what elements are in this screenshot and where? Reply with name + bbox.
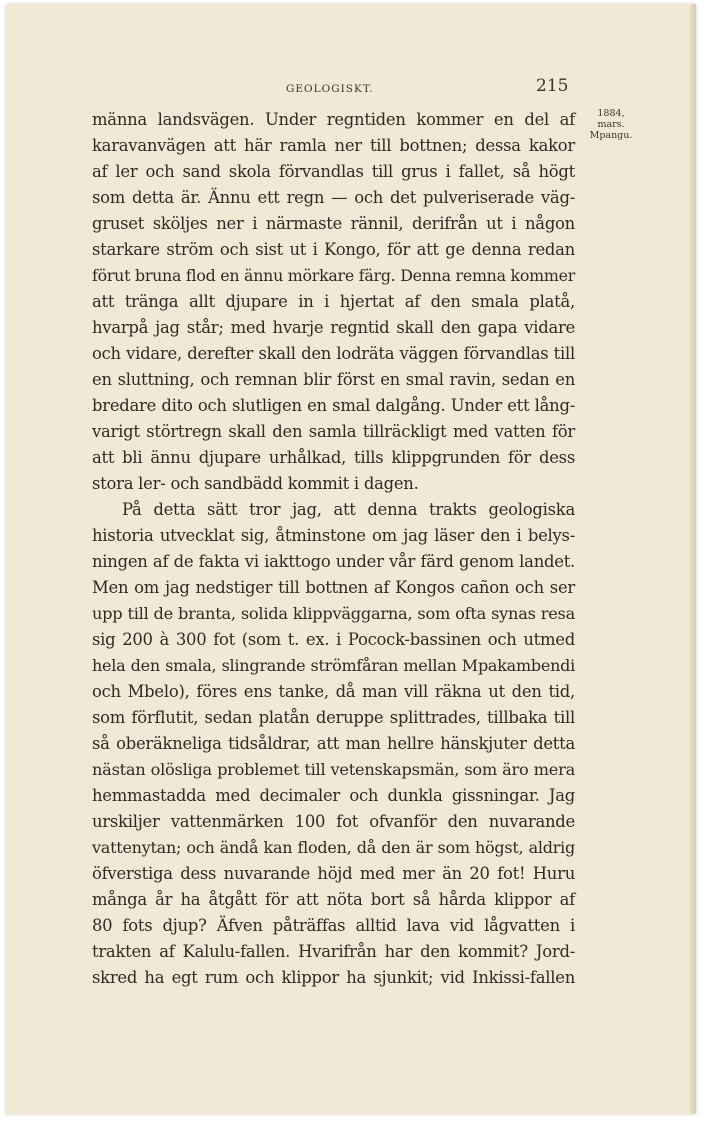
book-page bbox=[6, 4, 696, 1114]
page-edge bbox=[690, 4, 696, 1114]
text-line: männa landsvägen. Under regntiden kommer en del af bbox=[92, 110, 575, 129]
text-line: öfverstiga dess nuvarande höjd med mer än 20 fot! Huru bbox=[92, 864, 575, 883]
text-line: som förflutit, sedan platån deruppe splittrades, tillbaka till bbox=[92, 708, 575, 727]
text-line: att tränga allt djupare in i hjertat af den smala platå, bbox=[92, 292, 575, 311]
text-line: trakten af Kalulu-fallen. Hvarifrån har den kommit? Jord- bbox=[92, 942, 575, 961]
text-line: karavanvägen att här ramla ner till bottnen; dessa kakor bbox=[92, 136, 575, 155]
margin-note-year: 1884, bbox=[597, 108, 625, 119]
text-line: nästan olösliga problemet till vetenskapsmän, som äro mera bbox=[92, 760, 575, 779]
text-line: upp till de branta, solida klippväggarna, som ofta synas resa bbox=[92, 604, 575, 623]
text-line: Men om jag nedstiger till bottnen af Kongos cañon och ser bbox=[92, 578, 575, 597]
text-line: ningen af de fakta vi iakttogo under vår färd genom landet. bbox=[92, 552, 575, 571]
margin-note-month: mars. bbox=[597, 119, 625, 130]
text-line: hemmastadda med decimaler och dunkla gissningar. Jag bbox=[92, 786, 575, 805]
margin-note bbox=[581, 108, 641, 141]
text-line: som detta är. Ännu ett regn — och det pulveriserade väg- bbox=[92, 188, 575, 207]
text-line: historia utvecklat sig, åtminstone om jag läser den i belys- bbox=[92, 526, 575, 545]
margin-note-place: Mpangu. bbox=[589, 130, 633, 141]
text-line: skred ha egt rum och klippor ha sjunkit; vid Inkissi-fallen bbox=[92, 968, 575, 987]
text-line: vattenytan; och ändå kan floden, då den är som högst, aldrig bbox=[92, 838, 575, 857]
running-title: GEOLOGISKT. bbox=[286, 83, 374, 95]
text-line: af ler och sand skola förvandlas till grus i fallet, så högt bbox=[92, 162, 575, 181]
text-line: hela den smala, slingrande strömfåran mellan Mpakambendi bbox=[92, 656, 575, 675]
text-line: varigt störtregn skall den samla tillräckligt med vatten för bbox=[92, 422, 575, 441]
text-line: gruset sköljes ner i närmaste rännil, derifrån ut i någon bbox=[92, 214, 575, 233]
body-text bbox=[92, 107, 575, 991]
text-line: starkare ström och sist ut i Kongo, för att ge denna redan bbox=[92, 240, 575, 259]
text-line: urskiljer vattenmärken 100 fot ofvanför den nuvarande bbox=[92, 812, 575, 831]
text-line: hvarpå jag står; med hvarje regntid skall den gapa vidare bbox=[92, 318, 575, 337]
text-line: förut bruna flod en ännu mörkare färg. Denna remna kommer bbox=[92, 266, 575, 285]
text-line: sig 200 à 300 fot (som t. ex. i Pocock-bassinen och utmed bbox=[92, 630, 575, 649]
text-line: och Mbelo), föres ens tanke, då man vill räkna ut den tid, bbox=[92, 682, 575, 701]
text-line: så oberäkneliga tidsåldrar, att man hellre hänskjuter detta bbox=[92, 734, 575, 753]
paragraph-start-line: På detta sätt tror jag, att denna trakts geologiska bbox=[122, 500, 575, 519]
text-line: och vidare, derefter skall den lodräta väggen förvandlas till bbox=[92, 344, 575, 363]
text-line: många år ha åtgått för att nöta bort så hårda klippor af bbox=[92, 890, 575, 909]
text-line: att bli ännu djupare urhålkad, tills klippgrunden för dess bbox=[92, 448, 575, 467]
text-line: bredare dito och slutligen en smal dalgång. Under ett lång- bbox=[92, 396, 575, 415]
paragraph-end-line: stora ler- och sandbädd kommit i dagen. bbox=[92, 474, 419, 493]
text-line: 80 fots djup? Äfven påträffas alltid lava vid lågvatten i bbox=[92, 916, 575, 935]
text-line: en sluttning, och remnan blir först en smal ravin, sedan en bbox=[92, 370, 575, 389]
page-number: 215 bbox=[536, 76, 569, 96]
page-header bbox=[6, 76, 696, 100]
